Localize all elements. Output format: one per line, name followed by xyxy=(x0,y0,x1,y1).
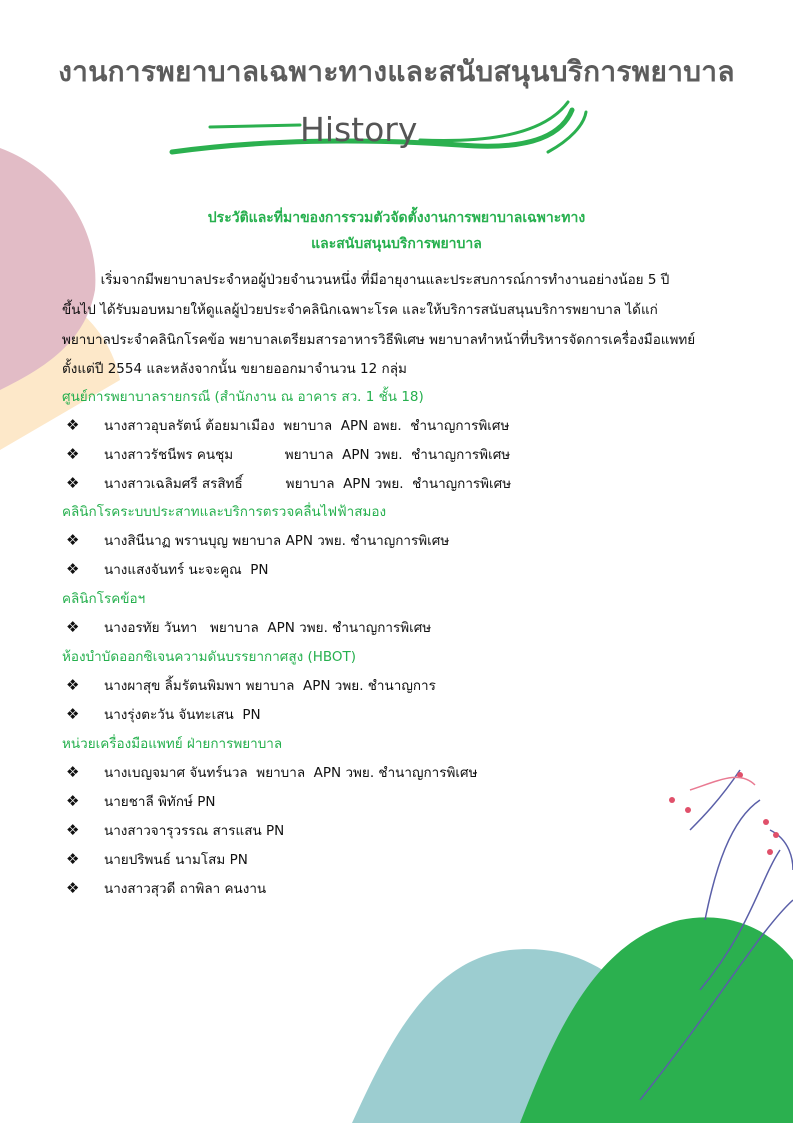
bullet-icon: ❖ xyxy=(66,705,80,723)
list-item xyxy=(66,529,449,551)
section-heading-neuro-clinic: คลินิกโรคระบบประสาทและบริการตรวจคลื่นไฟฟ้าสมอง xyxy=(62,504,387,520)
list-item-text: นางรุ่งตะวัน จันทะเสน PN xyxy=(104,707,261,723)
list-item-text: นางแสงจันทร์ นะจะคูณ PN xyxy=(104,562,269,578)
list-item xyxy=(66,443,510,465)
list-item-text: นางสาวอุบลรัตน์ ต้อยมาเมือง พยาบาล APN อพย. ชำนาญการพิเศษ xyxy=(104,418,510,434)
subtitle-line-1: ประวัติและที่มาของการรวมตัวจัดตั้งงานการพยาบาลเฉพาะทาง xyxy=(207,210,586,226)
list-item-text: นางผาสุข ลิ้มรัตนพิมพา พยาบาล APN วพย. ชำนาญการ xyxy=(104,678,436,694)
bullet-icon: ❖ xyxy=(66,763,80,781)
bullet-icon: ❖ xyxy=(66,531,80,549)
list-item xyxy=(66,819,284,841)
list-item-text: นางเบญจมาศ จันทร์นวล พยาบาล APN วพย. ชำนาญการพิเศษ xyxy=(104,765,478,781)
list-item xyxy=(66,761,477,783)
list-item-text: นางสาวสุวดี ถาพิลา คนงาน xyxy=(104,881,267,897)
bullet-icon: ❖ xyxy=(66,618,80,636)
list-item xyxy=(66,674,436,696)
bullet-icon: ❖ xyxy=(66,474,80,492)
section-heading-joint-clinic: คลินิกโรคข้อฯ xyxy=(62,591,146,607)
intro-line-3: พยาบาลประจำคลินิกโรคข้อ พยาบาลเตรียมสารอาหารวิธีพิเศษ พยาบาลทำหน้าที่บริหารจัดการเครื่องมือแพทย์ xyxy=(62,332,696,348)
list-item-text: นายปริพนธ์ นามโสม PN xyxy=(104,852,248,868)
bullet-icon: ❖ xyxy=(66,821,80,839)
list-item xyxy=(66,414,509,436)
history-label: History xyxy=(300,110,418,149)
list-item xyxy=(66,703,261,725)
list-item xyxy=(66,616,431,638)
intro-line-4: ตั้งแต่ปี 2554 และหลังจากนั้น ขยายออกมาจำนวน 12 กลุ่ม xyxy=(62,361,407,377)
bullet-icon: ❖ xyxy=(66,676,80,694)
bullet-icon: ❖ xyxy=(66,416,80,434)
subtitle-line-2: และสนับสนุนบริการพยาบาล xyxy=(311,236,482,252)
bullet-icon: ❖ xyxy=(66,560,80,578)
section-heading-medical-equipment: หน่วยเครื่องมือแพทย์ ฝ่ายการพยาบาล xyxy=(62,736,283,752)
list-item-text: นางสินีนาฏ พรานบุญ พยาบาล APN วพย. ชำนาญการพิเศษ xyxy=(104,533,450,549)
list-item-text: นางสาวรัชนีพร คนชุม พยาบาล APN วพย. ชำนาญการพิเศษ xyxy=(104,447,511,463)
list-item xyxy=(66,848,248,870)
list-item-text: นางสาวจารุวรรณ สารแสน PN xyxy=(104,823,285,839)
list-item-text: นางสาวเฉลิมศรี สรสิทธิ์ พยาบาล APN วพย. ชำนาญการพิเศษ xyxy=(104,476,512,492)
section-heading-case-management: ศูนย์การพยาบาลรายกรณี (สำนักงาน ณ อาคาร สว. 1 ชั้น 18) xyxy=(62,389,424,405)
list-item xyxy=(66,790,215,812)
list-item xyxy=(66,558,269,580)
pink-stroke xyxy=(690,777,755,790)
section-heading-hbot: ห้องบำบัดออกซิเจนความดันบรรยากาศสูง (HBOT) xyxy=(62,649,357,665)
list-item xyxy=(66,472,511,494)
list-item-text: นายชาลี พิทักษ์ PN xyxy=(104,794,216,810)
intro-line-1: เริ่มจากมีพยาบาลประจำหอผู้ป่วยจำนวนหนึ่ง ที่มีอายุงานและประสบการณ์การทำงานอย่างน้อย 5 ปี xyxy=(62,272,670,288)
berry-icons xyxy=(669,772,779,855)
bullet-icon: ❖ xyxy=(66,850,80,868)
intro-line-2: ขึ้นไป ได้รับมอบหมายให้ดูแลผู้ป่วยประจำคลินิกเฉพาะโรค และให้บริการสนับสนุนบริการพยาบาล ได้แก่ xyxy=(62,302,658,318)
bullet-icon: ❖ xyxy=(66,792,80,810)
list-item-text: นางอรทัย วันทา พยาบาล APN วพย. ชำนาญการพิเศษ xyxy=(104,620,432,636)
page-title: งานการพยาบาลเฉพาะทางและสนับสนุนบริการพยาบาล xyxy=(58,55,735,88)
list-item xyxy=(66,877,266,899)
bullet-icon: ❖ xyxy=(66,879,80,897)
bullet-icon: ❖ xyxy=(66,445,80,463)
